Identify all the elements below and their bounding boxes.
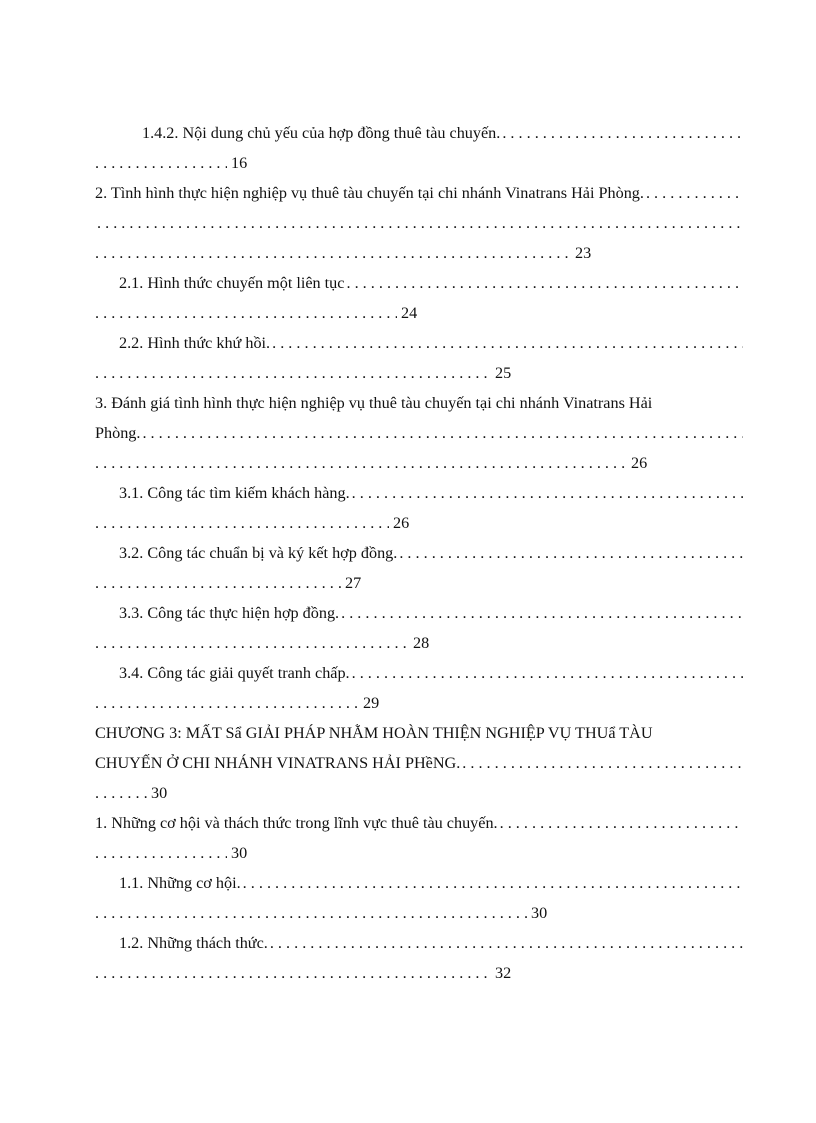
toc-entry-continuation — [95, 418, 743, 448]
toc-page-number: 23 — [575, 244, 592, 262]
toc-entry-continuation — [95, 208, 743, 238]
toc-entry-continuation — [95, 148, 743, 178]
toc-entry-continuation — [95, 238, 743, 268]
dot-leader — [97, 208, 743, 238]
toc-entry-continuation — [95, 688, 743, 718]
dot-leader — [341, 598, 743, 628]
toc-page-number: 24 — [401, 304, 418, 322]
dot-leader — [502, 118, 743, 148]
dot-leader — [646, 178, 743, 208]
toc-entry-continuation — [95, 508, 743, 538]
toc-entry-title: 1.4.2. Nội dung chủ yếu của hợp đồng thuê tàu chuyến. — [142, 124, 501, 142]
dot-leader — [270, 928, 743, 958]
dot-leader — [352, 658, 743, 688]
toc-entry-continuation — [95, 358, 743, 388]
toc-entry-3-4 — [95, 658, 743, 688]
toc-page-number: 32 — [495, 964, 512, 982]
toc-page-number: 30 — [151, 784, 168, 802]
toc-entry-title: 3. Đánh giá tình hình thực hiện nghiệp vụ thuê tàu chuyến tại chi nhánh Vinatrans Hải — [95, 394, 653, 412]
toc-page-number: 26 — [393, 514, 410, 532]
toc-entry-continuation — [95, 448, 743, 478]
toc-page-number: 27 — [345, 574, 362, 592]
toc-page-number: 28 — [413, 634, 430, 652]
toc-entry-3-1-opportunities-challenges — [95, 808, 743, 838]
toc-entry-title: 2. Tình hình thực hiện nghiệp vụ thuê tàu chuyến tại chi nhánh Vinatrans Hải Phòng. — [95, 184, 644, 202]
dot-leader — [462, 748, 743, 778]
dot-leader — [399, 538, 743, 568]
toc-entry-2 — [95, 178, 743, 208]
toc-entry-continuation — [95, 748, 743, 778]
dot-leader — [142, 418, 743, 448]
toc-entry-chapter-3 — [95, 718, 743, 748]
table-of-contents — [95, 118, 743, 988]
toc-entry-title: CHƯƠNG 3: MẤT Sẩ GIẢI PHÁP NHẰM HOÀN THIỆN NGHIỆP VỤ THUẩ TÀU — [95, 724, 653, 742]
dot-leader — [500, 808, 743, 838]
toc-entry-title: 2.1. Hình thức chuyến một liên tục — [119, 274, 345, 292]
dot-leader — [95, 688, 359, 718]
toc-entry-2-1 — [95, 268, 743, 298]
toc-entry-title: 1.1. Những cơ hội. — [119, 874, 241, 892]
dot-leader — [95, 628, 409, 658]
toc-entry-3-2 — [95, 538, 743, 568]
toc-page-number: 16 — [231, 154, 248, 172]
dot-leader — [346, 268, 743, 298]
dot-leader — [95, 778, 147, 808]
dot-leader — [95, 358, 491, 388]
dot-leader — [95, 448, 627, 478]
dot-leader — [243, 868, 743, 898]
toc-entry-title: 1.2. Những thách thức. — [119, 934, 268, 952]
toc-entry-title: 1. Những cơ hội và thách thức trong lĩnh vực thuê tàu chuyến. — [95, 814, 498, 832]
dot-leader — [95, 508, 389, 538]
dot-leader — [95, 898, 527, 928]
toc-entry-3-3 — [95, 598, 743, 628]
dot-leader — [95, 298, 397, 328]
toc-entry-1-4-2 — [95, 118, 743, 148]
toc-entry-title: 3.3. Công tác thực hiện hợp đồng. — [119, 604, 340, 622]
toc-entry-continuation — [95, 778, 743, 808]
toc-entry-continuation — [95, 958, 743, 988]
toc-entry-continuation — [95, 838, 743, 868]
toc-page-number: 26 — [631, 454, 648, 472]
dot-leader — [95, 958, 491, 988]
dot-leader — [95, 238, 571, 268]
toc-entry-continuation — [95, 628, 743, 658]
dot-leader — [95, 148, 227, 178]
toc-entry-1-1 — [95, 868, 743, 898]
toc-entry-2-2 — [95, 328, 743, 358]
toc-entry-continuation — [95, 898, 743, 928]
dot-leader — [352, 478, 743, 508]
toc-entry-3-1 — [95, 478, 743, 508]
toc-page-number: 29 — [363, 694, 380, 712]
toc-page-number: 30 — [231, 844, 248, 862]
toc-entry-title: 2.2. Hình thức khứ hồi. — [119, 334, 271, 352]
toc-entry-3 — [95, 388, 743, 418]
dot-leader — [95, 838, 227, 868]
toc-entry-title: 3.4. Công tác giải quyết tranh chấp. — [119, 664, 350, 682]
toc-entry-1-2 — [95, 928, 743, 958]
toc-entry-title: 3.1. Công tác tìm kiếm khách hàng. — [119, 484, 350, 502]
dot-leader — [95, 568, 341, 598]
toc-entry-title: CHUYẾN Ở CHI NHÁNH VINATRANS HẢI PHềNG. — [95, 754, 461, 772]
toc-entry-title: 3.2. Công tác chuẩn bị và ký kết hợp đồng. — [119, 544, 398, 562]
toc-entry-continuation — [95, 298, 743, 328]
toc-entry-title: Phòng. — [95, 424, 141, 442]
toc-page-number: 25 — [495, 364, 512, 382]
dot-leader — [272, 328, 743, 358]
toc-entry-continuation — [95, 568, 743, 598]
toc-page-number: 30 — [531, 904, 548, 922]
